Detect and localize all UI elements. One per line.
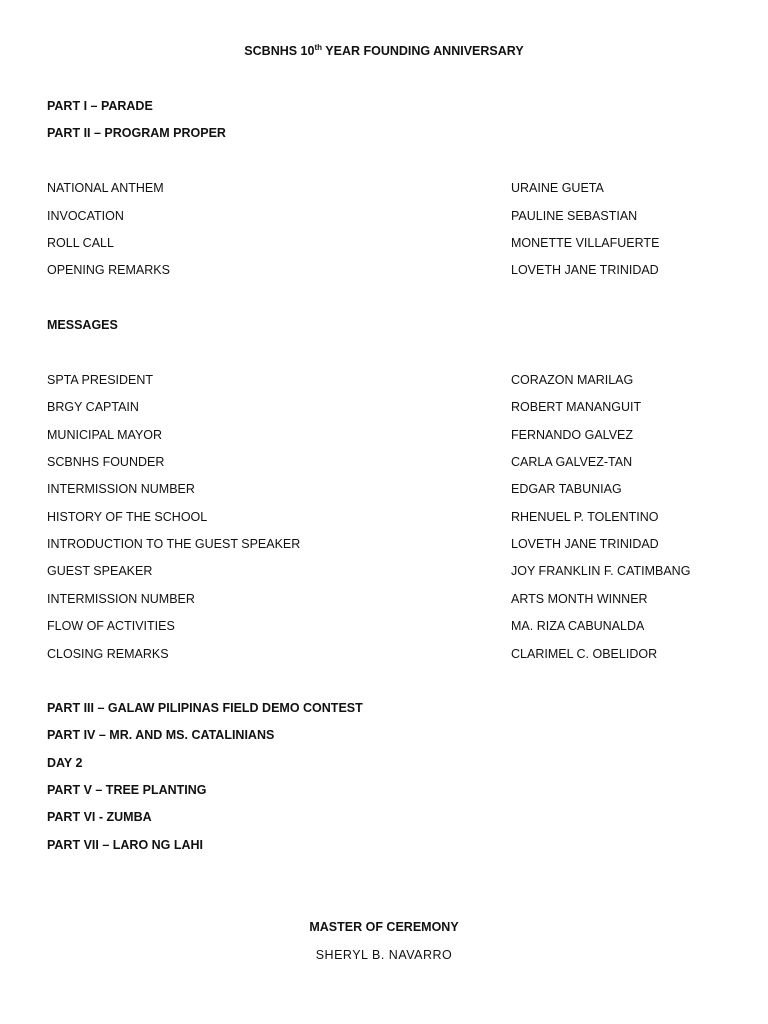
- part-heading: PART I – PARADE: [47, 99, 153, 113]
- program-item: INTRODUCTION TO THE GUEST SPEAKER: [47, 537, 301, 551]
- part-heading: PART VI - ZUMBA: [47, 810, 152, 824]
- program-person: CLARIMEL C. OBELIDOR: [511, 647, 658, 661]
- master-of-ceremony-heading: MASTER OF CEREMONY: [309, 920, 459, 934]
- program-person: ARTS MONTH WINNER: [511, 592, 648, 606]
- program-item: HISTORY OF THE SCHOOL: [47, 510, 208, 524]
- program-person: URAINE GUETA: [511, 181, 604, 195]
- program-item: FLOW OF ACTIVITIES: [47, 619, 175, 633]
- program-item: OPENING REMARKS: [47, 263, 170, 277]
- program-item: MUNICIPAL MAYOR: [47, 428, 163, 442]
- program-item: INVOCATION: [47, 209, 124, 223]
- program-item: SPTA PRESIDENT: [47, 373, 154, 387]
- program-item: BRGY CAPTAIN: [47, 400, 139, 414]
- program-person: ROBERT MANANGUIT: [511, 400, 642, 414]
- program-person: CARLA GALVEZ-TAN: [511, 455, 633, 469]
- program-person: RHENUEL P. TOLENTINO: [511, 510, 659, 524]
- program-person: LOVETH JANE TRINIDAD: [511, 263, 659, 277]
- program-item: INTERMISSION NUMBER: [47, 592, 195, 606]
- program-item: ROLL CALL: [47, 236, 114, 250]
- program-item: INTERMISSION NUMBER: [47, 482, 195, 496]
- program-item: NATIONAL ANTHEM: [47, 181, 164, 195]
- part-heading: PART IV – MR. AND MS. CATALINIANS: [47, 728, 275, 742]
- part-heading: PART V – TREE PLANTING: [47, 783, 207, 797]
- part-heading: PART III – GALAW PILIPINAS FIELD DEMO CONTEST: [47, 701, 363, 715]
- part-heading: PART II – PROGRAM PROPER: [47, 126, 226, 140]
- program-person: FERNANDO GALVEZ: [511, 428, 634, 442]
- program-person: MA. RIZA CABUNALDA: [511, 619, 645, 633]
- program-item: CLOSING REMARKS: [47, 647, 169, 661]
- program-person: EDGAR TABUNIAG: [511, 482, 622, 496]
- master-of-ceremony-name: SHERYL B. NAVARRO: [315, 948, 453, 962]
- program-person: MONETTE VILLAFUERTE: [511, 236, 660, 250]
- program-item: GUEST SPEAKER: [47, 564, 153, 578]
- part-heading: PART VII – LARO NG LAHI: [47, 838, 204, 852]
- program-person: CORAZON MARILAG: [511, 373, 634, 387]
- day-heading: DAY 2: [47, 756, 83, 770]
- program-person: LOVETH JANE TRINIDAD: [511, 537, 659, 551]
- program-item: SCBNHS FOUNDER: [47, 455, 165, 469]
- program-person: JOY FRANKLIN F. CATIMBANG: [511, 564, 691, 578]
- messages-heading: MESSAGES: [47, 318, 118, 332]
- program-person: PAULINE SEBASTIAN: [511, 209, 638, 223]
- document-title: SCBNHS 10th YEAR FOUNDING ANNIVERSARY: [244, 42, 524, 58]
